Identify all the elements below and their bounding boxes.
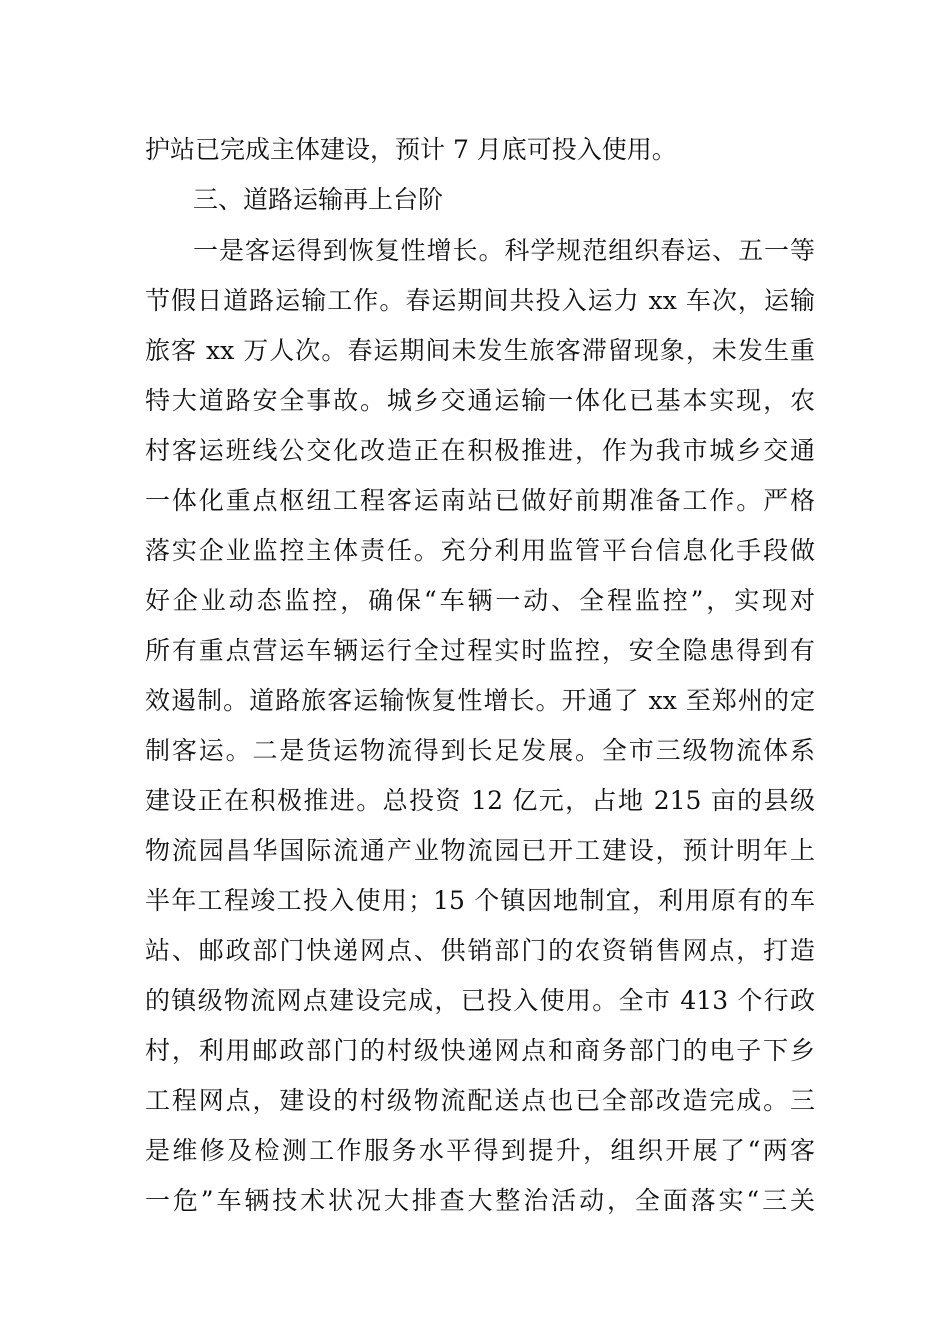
text-line: 制客运。二是货运物流得到长足发展。全市三级物流体系	[145, 736, 815, 765]
text-line: 建设正在积极推进。总投资 12 亿元，占地 215 亩的县级	[145, 786, 815, 815]
text-line: 特大道路安全事故。城乡交通运输一体化已基本实现，农	[145, 386, 815, 415]
text-line: 一体化重点枢纽工程客运南站已做好前期准备工作。严格	[145, 486, 815, 515]
text-line: 工程网点，建设的村级物流配送点也已全部改造完成。三	[145, 1086, 815, 1115]
text-line: 好企业动态监控，确保“车辆一动、全程监控”，实现对	[145, 586, 815, 615]
text-line: 护站已完成主体建设，预计 7 月底可投入使用。	[145, 135, 677, 164]
section-heading: 三、道路运输再上台阶	[193, 185, 444, 214]
text-line: 旅客 xx 万人次。春运期间未发生旅客滞留现象，未发生重	[145, 336, 815, 365]
text-line: 落实企业监控主体责任。充分利用监管平台信息化手段做	[145, 536, 815, 565]
text-line: 一是客运得到恢复性增长。科学规范组织春运、五一等	[193, 236, 815, 265]
text-line: 村，利用邮政部门的村级快递网点和商务部门的电子下乡	[145, 1036, 815, 1065]
text-line: 的镇级物流网点建设完成，已投入使用。全市 413 个行政	[145, 986, 815, 1015]
text-line: 节假日道路运输工作。春运期间共投入运力 xx 车次，运输	[145, 286, 815, 315]
text-line: 效遏制。道路旅客运输恢复性增长。开通了 xx 至郑州的定	[145, 686, 815, 715]
text-line: 是维修及检测工作服务水平得到提升，组织开展了“两客	[145, 1136, 815, 1165]
text-line: 一危”车辆技术状况大排查大整治活动，全面落实“三关	[145, 1186, 815, 1215]
text-line: 站、邮政部门快递网点、供销部门的农资销售网点，打造	[145, 936, 815, 965]
text-line: 物流园昌华国际流通产业物流园已开工建设，预计明年上	[145, 836, 815, 865]
text-line: 半年工程竣工投入使用；15 个镇因地制宜，利用原有的车	[145, 886, 815, 915]
text-line: 所有重点营运车辆运行全过程实时监控，安全隐患得到有	[145, 636, 815, 665]
text-line: 村客运班线公交化改造正在积极推进，作为我市城乡交通	[145, 436, 815, 465]
